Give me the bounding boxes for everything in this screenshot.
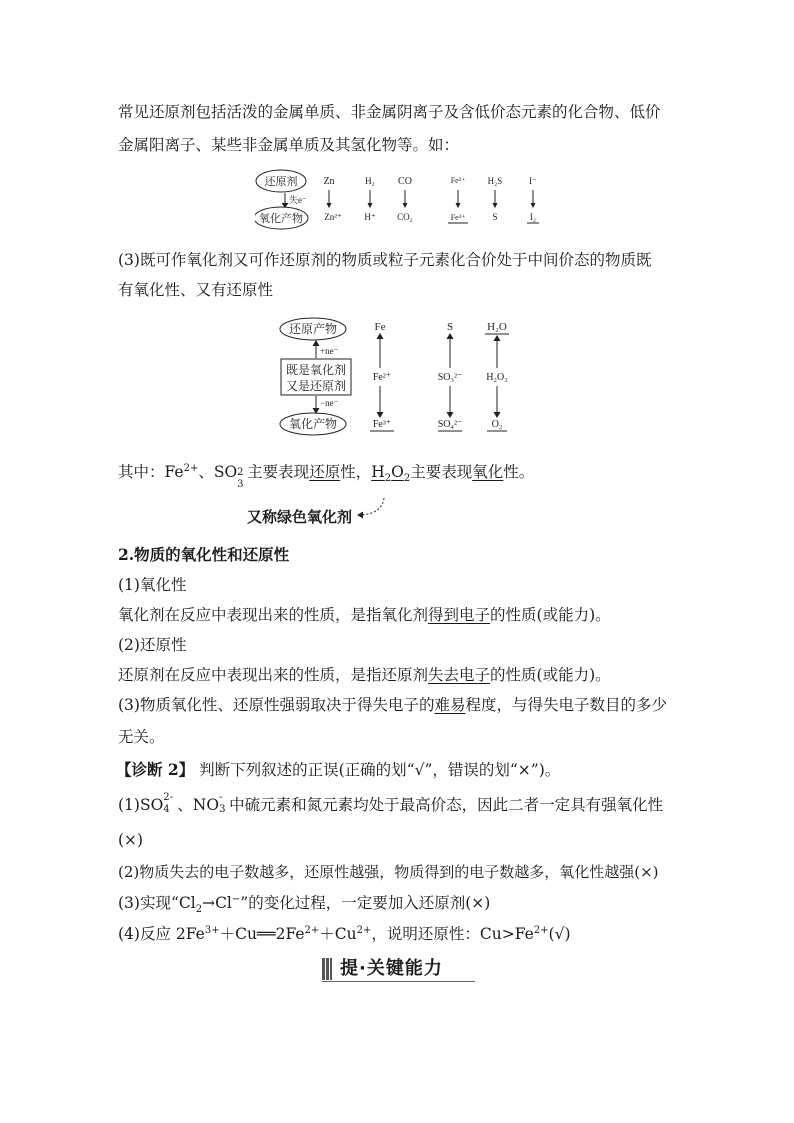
section-heading bbox=[322, 957, 475, 982]
diagram1-bottom-hplus: H⁺ bbox=[364, 212, 376, 222]
diagnosis-q2: (2)物质失去的电子数越多，还原性越强，物质得到的电子数越多，氧化性越强(×) bbox=[118, 863, 659, 881]
section2-s2-title: (2)还原性 bbox=[118, 636, 187, 654]
diagram2-col3-top: H₂O bbox=[487, 321, 507, 333]
diagram1-top-h2s: H₂S bbox=[487, 176, 503, 186]
diagram1-top-co: CO bbox=[398, 176, 412, 187]
diagram2-middle-line-2: 又是还原剂 bbox=[285, 379, 347, 393]
annotation-arrow-icon bbox=[354, 496, 388, 522]
section3-line-2: 有氧化性、又有还原性 bbox=[118, 281, 274, 299]
section2-s3-text: (3)物质氧化性、还原性强弱取决于得失电子的难易程度，与得失电子数目的多少 bbox=[118, 696, 667, 714]
diagram2-top-label: 还原产物 bbox=[288, 322, 338, 336]
diagnosis-title: 【诊断 2】 bbox=[116, 760, 195, 779]
diagnosis-q1: (1)SO 2- 4 、NO - 3 中硫元素和氮元素均处于最高价态，因此二者一定具有强氧化性 bbox=[118, 792, 664, 815]
diagram2-col2-top: S bbox=[446, 321, 454, 333]
intro-line-2: 金属阳离子、某些非金属单质及其氢化物等。如： bbox=[118, 136, 460, 154]
section-heading-text: 提·关键能力 bbox=[340, 958, 443, 979]
diagnosis-q4: (4)反应 $2Fe^{3+}+Cu══2Fe^{2+}+Cu^{2+}$，说明还原性：$Cu>Fe^{2+}(√)$ bbox=[118, 924, 571, 943]
diagram1-bottom-label: 氧化产物 bbox=[259, 213, 303, 225]
diagnosis-q1-answer: (×) bbox=[118, 831, 144, 849]
diagram2-col2-bot: SO₄²⁻ bbox=[437, 419, 463, 430]
diagram2-col1-bot: Fe³⁺ bbox=[372, 419, 392, 430]
diagnosis-header: 【诊断 2】 判断下列叙述的正误(正确的划“√”，错误的划“×”)。 bbox=[116, 760, 561, 779]
diagram1-bottom-i2: I₂ bbox=[529, 212, 537, 222]
diagnosis-q3: (3)实现“$Cl_2\to Cl^-$”的变化过程，一定要加入还原剂(×) bbox=[118, 893, 491, 916]
section2-s1-text: 氧化剂在反应中表现出来的性质，是指氧化剂得到电子的性质(或能力)。 bbox=[118, 606, 611, 624]
diagram1-arrow-label: 失e⁻ bbox=[289, 195, 307, 205]
redox-intermediate-diagram bbox=[278, 312, 518, 438]
diagram2-col3-mid: H₂O₂ bbox=[486, 372, 508, 383]
diagram1-top-iminus: I⁻ bbox=[529, 176, 537, 186]
diagram2-col1-top: Fe bbox=[374, 321, 386, 333]
diagram2-down-arrow-label: −ne⁻ bbox=[320, 398, 339, 408]
section3-line-1: (3)既可作氧化剂又可作还原剂的物质或粒子元素化合价处于中间价态的物质既 bbox=[118, 251, 652, 269]
green-oxidant-annotation: 又称绿色氧化剂 bbox=[247, 508, 353, 526]
diagram1-top-h2: H₂ bbox=[365, 176, 375, 186]
diagram2-col1-mid: Fe²⁺ bbox=[372, 372, 392, 383]
diagram1-bottom-s: S bbox=[492, 212, 498, 222]
diagram1-top-fe2: Fe²⁺ bbox=[450, 176, 466, 185]
section2-s3-line2: 无关。 bbox=[118, 728, 165, 746]
diagram2-up-arrow-label: +ne⁻ bbox=[320, 346, 339, 356]
diagram1-bottom-fe3: Fe³⁺ bbox=[450, 213, 466, 222]
diagram1-top-zn: Zn bbox=[323, 176, 335, 187]
diagram1-top-label: 还原剂 bbox=[264, 176, 298, 188]
diagram2-bottom-label: 氧化产物 bbox=[288, 417, 338, 431]
diagram1-bottom-zn2: Zn²⁺ bbox=[324, 212, 342, 222]
section2-s1-title: (1)氧化性 bbox=[118, 576, 187, 594]
heading-bar-icon bbox=[322, 958, 332, 980]
intro-line-1: 常见还原剂包括活泼的金属单质、非金属阴离子及含低价态元素的化合物、低价 bbox=[118, 103, 661, 121]
reducing-agent-diagram bbox=[255, 168, 555, 232]
diagram2-middle-line-1: 既是氧化剂 bbox=[285, 363, 347, 377]
note-line: 其中：$Fe^{2+}$、SO 2 3 主要表现还原性，$H_2O_2$主要表现氧化性。 bbox=[118, 462, 535, 490]
diagram2-col2-mid: SO₃²⁻ bbox=[437, 372, 463, 383]
section2-title: 2.物质的氧化性和还原性 bbox=[118, 545, 290, 564]
section2-s2-text: 还原剂在反应中表现出来的性质，是指还原剂失去电子的性质(或能力)。 bbox=[118, 666, 611, 684]
diagram2-col3-bot: O₂ bbox=[491, 419, 503, 430]
diagram1-bottom-co2: CO₂ bbox=[397, 212, 413, 222]
